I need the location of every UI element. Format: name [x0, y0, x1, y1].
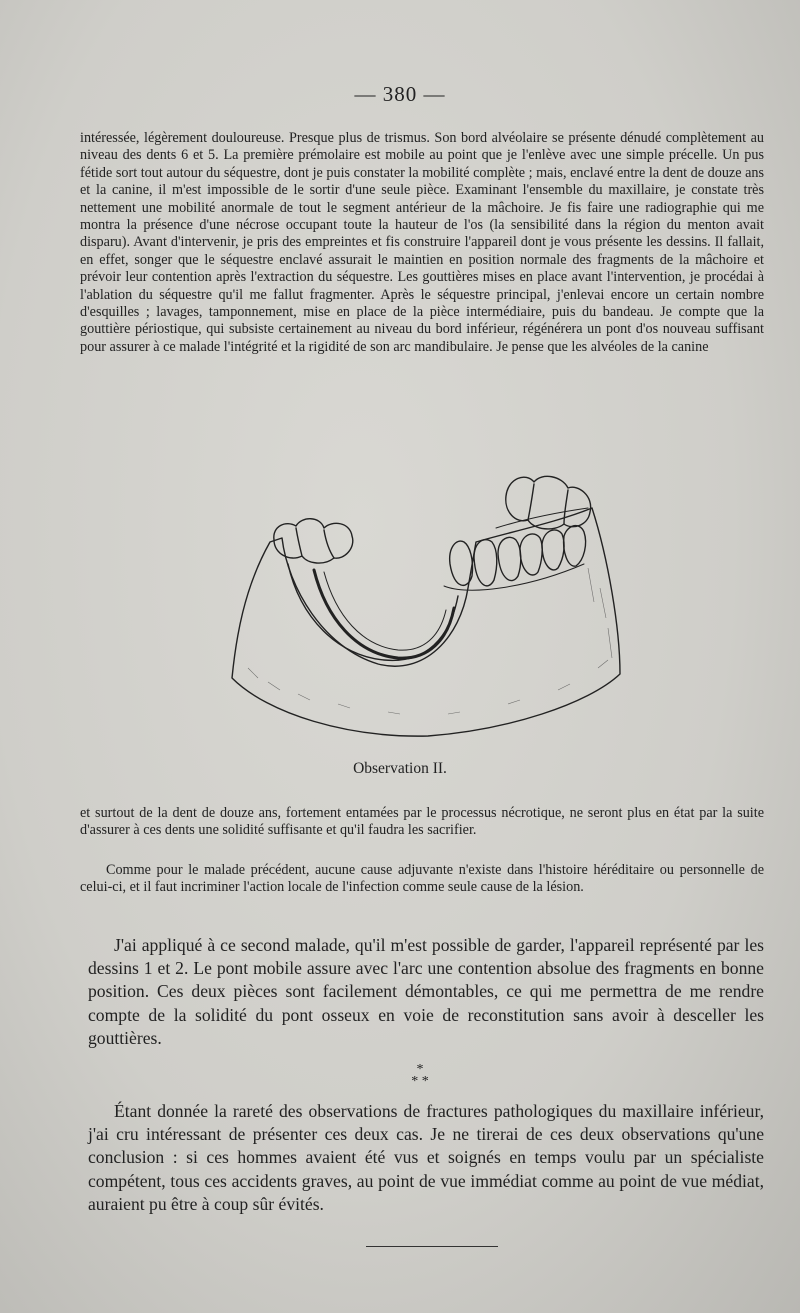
- left-molars: [274, 519, 353, 563]
- asterism-top: *: [416, 1062, 424, 1077]
- right-molars: [506, 476, 591, 529]
- paragraph-conclusion: Étant donnée la rareté des observations de fractures pathologiques du maxillaire inférieur, j'ai cru intéressant de présenter ces deux cas. Je ne tirerai de ces deux observations qu'une conclusion : si ces hommes avaient été vus et soignés en temps voulu par un spécialiste compétent, tous ces accidents graves, au point de vue immédiat comme au point de vue médiat, auraient pu être à coup sûr évités.: [88, 1101, 764, 1214]
- paragraph-observation-continued: intéressée, légèrement douloureuse. Presque plus de trismus. Son bord alvéolaire se présente dénudé complètement au niveau des dents 6 et 5. La première prémolaire est mobile au point que je l'enlève avec une simple précelle. Un pus fétide sort tout autour du séquestre, dont je puis constater la mobilité complète ; mais, enclavé entre la dent de douze ans et la canine, il m'est impossible de le sortir d'une seule pièce. Examinant l'ensemble du maxillaire, je constate très nettement une mobilité anormale de tout le segment antérieur de la mâchoire. Je fis faire une radiographie qui me montra la présence d'une nécrose occupant toute la hauteur de l'os (la sensibilité dans la région du menton avait disparu). Avant d'intervenir, je pris des empreintes et fis construire l'appareil dont je vous présente les dessins. Il fallait, en effet, songer que le séquestre enclavé assurait le maintien en position normale des fragments de la mâchoire et prévoir leur contention après l'extraction du séquestre. Les gouttières mises en place avant l'intervention, je procédai à l'ablation du séquestre qu'il me fallut fragmenter. Après le séquestre principal, j'enlevai encore un certain nombre d'esquilles ; lavages, tamponnement, mise en place de la pièce intermédiaire, puis du bandeau. Je compte que la gouttière périostique, qui subsiste certainement au niveau du bord inférieur, régénérera un pont d'os nouveau suffisant pour assurer à ce malade l'intégrité et la rigidité de son arc mandibulaire. Je pense que les alvéoles de la canine: [80, 130, 764, 355]
- asterism: [0, 1064, 800, 1088]
- page-number: — 380 —: [354, 82, 446, 106]
- end-rule: [366, 1246, 498, 1247]
- paragraph-appareil: J'ai appliqué à ce second malade, qu'il m'est possible de garder, l'appareil représenté par les dessins 1 et 2. Le pont mobile assure avec l'arc une contention absolue des fragments en bonne position. Ces deux pièces sont facilement démontables, ce qui me permettra de me rendre compte de la solidité du pont osseux en voie de reconstitution sans avoir à desceller les gouttières.: [88, 935, 764, 1048]
- splint-bar: [314, 570, 454, 658]
- asterism-bottom: * *: [411, 1074, 429, 1089]
- mandible-inner-arch: [288, 564, 458, 660]
- mandible-illustration: [228, 468, 626, 740]
- paragraph-cause: Comme pour le malade précédent, aucune cause adjuvante n'existe dans l'histoire héréditaire ou personnelle de celui-ci, et il faut incriminer l'action locale de l'infection comme seule cause de la lésion.: [80, 862, 764, 896]
- mandible-base-outline: [232, 508, 620, 736]
- paragraph-sacrifice-teeth: et surtout de la dent de douze ans, fortement entamées par le processus nécrotique, ne seront plus en état par la suite d'assurer à ces dents une solidité suffisante et qu'il faudra les sacrifier.: [80, 805, 764, 839]
- figure-caption: Observation II.: [353, 760, 447, 777]
